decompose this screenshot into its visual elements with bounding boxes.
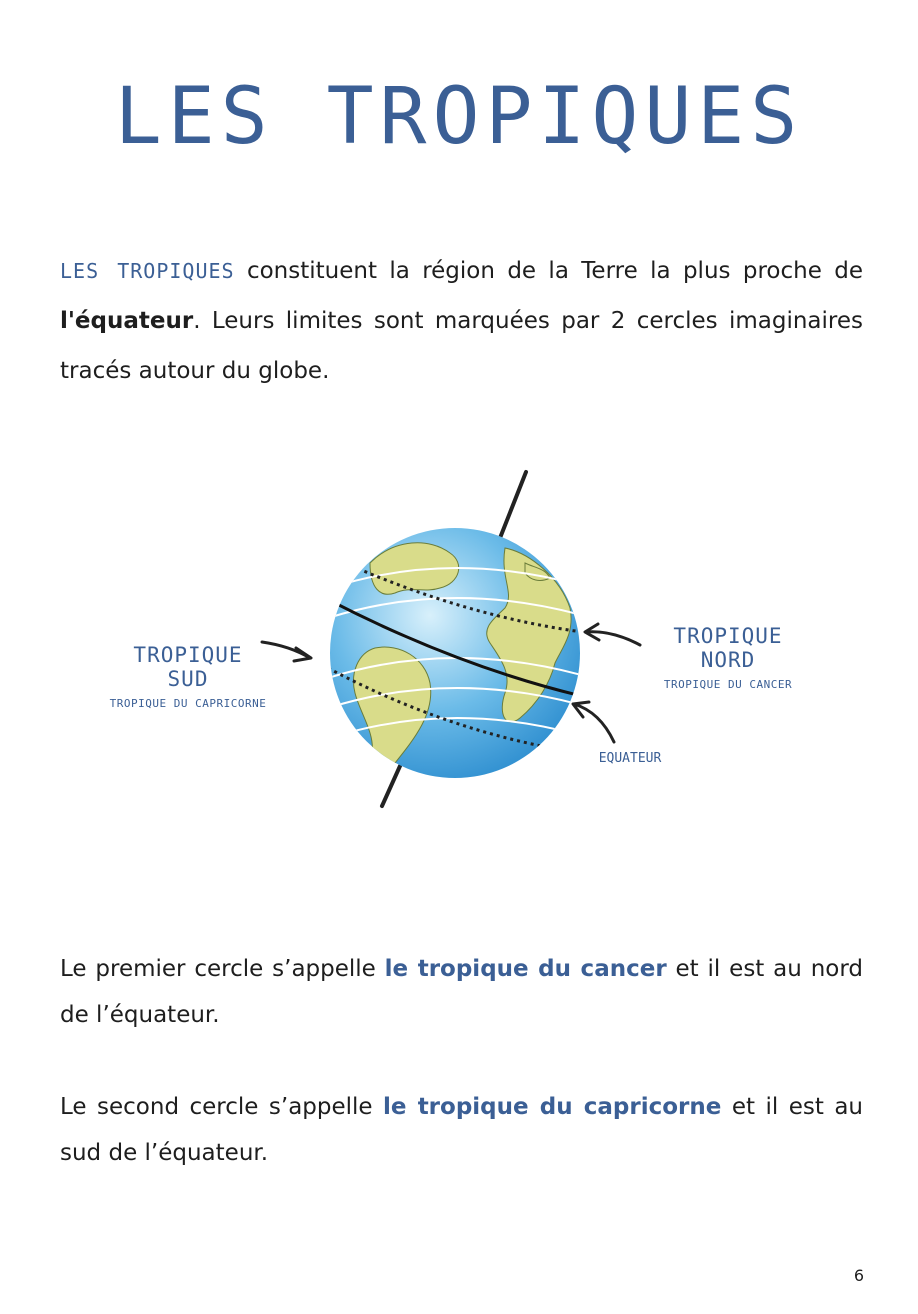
page-title: LES TROPIQUES <box>114 72 804 162</box>
label-sud-main: TROPIQUE SUD <box>133 643 243 691</box>
label-nord-main: TROPIQUE NORD <box>673 624 783 672</box>
label-nord-sub: TROPIQUE DU CANCER <box>663 678 793 691</box>
label-sud-sub: TROPIQUE DU CAPRICORNE <box>109 697 267 710</box>
p2-before: Le second cercle s’appelle <box>60 1094 384 1120</box>
arrow-equator-icon <box>573 702 614 742</box>
intro-text-2: . Leurs limites sont marquées par 2 cercles imaginaires tracés autour du globe. <box>60 308 863 384</box>
intro-lead: LES TROPIQUES <box>60 259 235 283</box>
p1-after: et il est au nord de l’équateur. <box>60 956 863 1028</box>
arrow-south-icon <box>262 642 311 661</box>
p2-highlight: le tropique du capricorne <box>383 1094 722 1120</box>
page-number: 6 <box>853 1266 864 1285</box>
p1-before: Le premier cercle s’appelle <box>60 956 385 982</box>
paragraph-cancer <box>60 946 863 1038</box>
label-tropique-nord <box>648 624 808 691</box>
p2-after: et il est au sud de l’équateur. <box>60 1094 863 1166</box>
label-equateur: EQUATEUR <box>598 751 662 766</box>
intro-text-1: constituent la région de la Terre la plus proche de <box>234 258 863 284</box>
p1-highlight: le tropique du cancer <box>384 956 667 982</box>
arrow-north-icon <box>585 624 640 645</box>
intro-bold-equator: l'équateur <box>60 308 194 334</box>
label-tropique-sud <box>108 643 268 710</box>
paragraph-capricorne <box>60 1084 863 1176</box>
